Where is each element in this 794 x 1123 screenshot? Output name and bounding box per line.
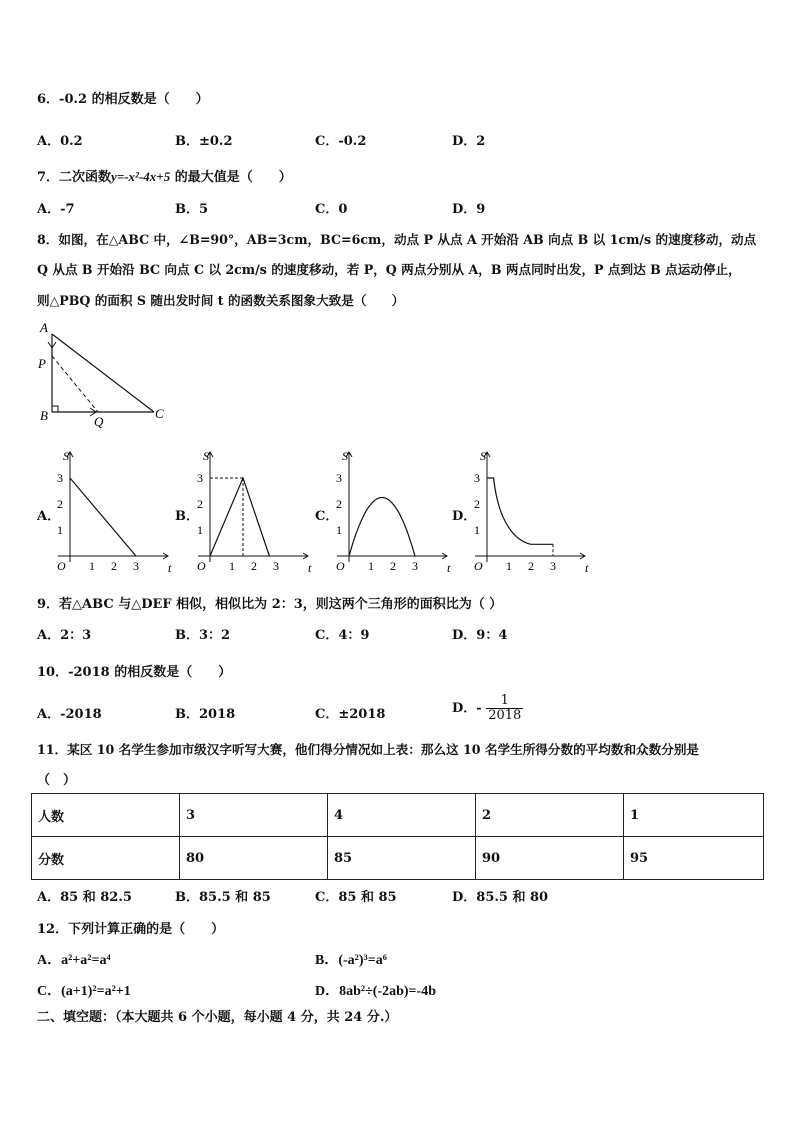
q10-option-c: C．±2018 bbox=[315, 707, 386, 722]
q8-line-1: 8．如图，在△ABC 中，∠B=90°，AB=3cm，BC=6cm，动点 P 从点 A 开始沿 AB 向点 B 以 1cm/s 的速度移动，动点 bbox=[37, 232, 757, 247]
y-tick-label: 1 bbox=[197, 523, 203, 537]
q11-option-b: B．85.5 和 85 bbox=[175, 890, 271, 905]
q8-line-3: 则△PBQ 的面积 S 随出发时间 t 的函数关系图象大致是（ ） bbox=[37, 293, 405, 308]
fraction-numerator: 1 bbox=[500, 693, 509, 708]
y-tick-label: 3 bbox=[57, 471, 63, 485]
y-tick-label: 1 bbox=[57, 523, 63, 537]
origin-label: O bbox=[336, 559, 345, 573]
q10-option-d bbox=[452, 694, 523, 723]
q12-option-b: B．(-a²)³=a⁶ bbox=[315, 953, 387, 968]
q10-fraction bbox=[486, 694, 523, 723]
graph-d bbox=[473, 444, 593, 578]
table-cell: 1 bbox=[624, 794, 764, 837]
label-p: P bbox=[38, 356, 46, 371]
y-tick-label: 3 bbox=[336, 471, 342, 485]
x-tick-label: 1 bbox=[89, 559, 95, 573]
q10-stem: 10．-2018 的相反数是（ ） bbox=[37, 665, 232, 680]
q9-stem: 9．若△ABC 与△DEF 相似，相似比为 2：3，则这两个三角形的面积比为（ ） bbox=[37, 597, 503, 612]
label-b: B bbox=[40, 408, 48, 423]
series-line bbox=[349, 498, 415, 557]
label-c: C bbox=[155, 406, 164, 421]
section-2-heading: 二、填空题：（本大题共 6 个小题，每小题 4 分，共 24 分.） bbox=[37, 1010, 398, 1025]
y-tick-label: 1 bbox=[474, 523, 480, 537]
q12-option-a: A．a²+a²=a⁴ bbox=[37, 953, 111, 968]
table-cell: 分数 bbox=[32, 837, 180, 880]
table-cell: 85 bbox=[328, 837, 476, 880]
q12-stem: 12．下列计算正确的是（ ） bbox=[37, 922, 225, 937]
q7-stem-pre: 7．二次函数 bbox=[37, 170, 112, 185]
x-tick-label: 2 bbox=[251, 559, 257, 573]
q7-expression: y=-x²-4x+5 bbox=[111, 169, 171, 184]
origin-label: O bbox=[197, 559, 206, 573]
q8-option-a-label: A． bbox=[37, 509, 61, 524]
q11-option-d: D．85.5 和 80 bbox=[452, 890, 549, 905]
y-tick-label: 2 bbox=[57, 497, 63, 511]
graph-a bbox=[56, 444, 176, 578]
x-axis-label: t bbox=[585, 561, 589, 575]
x-axis-label: t bbox=[308, 561, 312, 575]
y-axis-label: S bbox=[203, 449, 209, 463]
q10-option-a: A．-2018 bbox=[37, 707, 102, 722]
q11-option-c: C．85 和 85 bbox=[315, 890, 397, 905]
q9-option-b: B．3：2 bbox=[175, 628, 231, 643]
table-row bbox=[32, 837, 764, 880]
q9-option-a: A．2：3 bbox=[37, 628, 92, 643]
q7-option-d: D．9 bbox=[452, 202, 486, 217]
q8-option-c-label: C． bbox=[315, 509, 339, 524]
y-axis-label: S bbox=[63, 449, 69, 463]
q7-option-c: C．0 bbox=[315, 202, 348, 217]
q11-line-2: （ ） bbox=[37, 773, 77, 788]
q10-option-d-prefix: D．- bbox=[452, 701, 482, 716]
side-ac bbox=[52, 334, 154, 412]
triangle-figure bbox=[34, 320, 174, 430]
q7-option-b: B．5 bbox=[175, 202, 209, 217]
x-tick-label: 1 bbox=[229, 559, 235, 573]
q9-option-c: C．4：9 bbox=[315, 628, 370, 643]
q6-option-c: C．-0.2 bbox=[315, 134, 367, 149]
table-cell: 90 bbox=[476, 837, 624, 880]
q11-line-1: 11．某区 10 名学生参加市级汉字听写大赛，他们得分情况如上表：那么这 10 名学生所得分数的平均数和众数分别是 bbox=[37, 742, 700, 757]
q12-option-c: C．(a+1)²=a²+1 bbox=[37, 984, 131, 999]
origin-label: O bbox=[474, 559, 483, 573]
score-table bbox=[31, 793, 764, 880]
y-tick-label: 2 bbox=[336, 497, 342, 511]
q8-line-2: Q 从点 B 开始沿 BC 向点 C 以 2cm/s 的速度移动，若 P，Q 两点分别从 A，B 两点同时出发，P 点到达 B 点运动停止， bbox=[37, 262, 741, 277]
q6-option-a: A．0.2 bbox=[37, 134, 83, 149]
q9-option-d: D．9：4 bbox=[452, 628, 508, 643]
y-tick-label: 3 bbox=[474, 471, 480, 485]
x-tick-label: 3 bbox=[273, 559, 279, 573]
y-axis-label: S bbox=[342, 449, 348, 463]
q11-option-a: A．85 和 82.5 bbox=[37, 890, 132, 905]
y-tick-label: 1 bbox=[336, 523, 342, 537]
table-cell: 3 bbox=[180, 794, 328, 837]
x-tick-label: 1 bbox=[368, 559, 374, 573]
x-tick-label: 2 bbox=[528, 559, 534, 573]
y-tick-label: 2 bbox=[197, 497, 203, 511]
q12-option-d: D．8ab²÷(-2ab)=-4b bbox=[315, 984, 436, 999]
x-tick-label: 3 bbox=[550, 559, 556, 573]
x-tick-label: 1 bbox=[506, 559, 512, 573]
q6-option-d: D．2 bbox=[452, 134, 486, 149]
right-angle-mark bbox=[52, 406, 58, 412]
q8-option-b-label: B． bbox=[175, 509, 199, 524]
label-a: A bbox=[40, 320, 48, 335]
q6-stem: 6．-0.2 的相反数是（ ） bbox=[37, 92, 209, 107]
q7-stem bbox=[37, 166, 292, 185]
x-tick-label: 3 bbox=[412, 559, 418, 573]
table-cell: 人数 bbox=[32, 794, 180, 837]
table-cell: 2 bbox=[476, 794, 624, 837]
y-tick-label: 2 bbox=[474, 497, 480, 511]
y-axis-label: S bbox=[480, 449, 486, 463]
series-line bbox=[70, 478, 136, 556]
table-cell: 95 bbox=[624, 837, 764, 880]
q7-option-a: A．-7 bbox=[37, 202, 75, 217]
series-line bbox=[210, 478, 269, 556]
x-axis-label: t bbox=[168, 561, 172, 575]
table-row bbox=[32, 794, 764, 837]
q6-option-b: B．±0.2 bbox=[175, 134, 233, 149]
label-q: Q bbox=[94, 414, 104, 429]
q7-stem-post: 的最大值是（ ） bbox=[170, 170, 292, 185]
graph-b bbox=[196, 444, 316, 578]
origin-label: O bbox=[57, 559, 66, 573]
x-tick-label: 2 bbox=[111, 559, 117, 573]
q10-option-b: B．2018 bbox=[175, 707, 236, 722]
x-tick-label: 3 bbox=[133, 559, 139, 573]
table-cell: 4 bbox=[328, 794, 476, 837]
q8-option-d-label: D． bbox=[452, 509, 477, 524]
x-tick-label: 2 bbox=[390, 559, 396, 573]
x-axis-label: t bbox=[447, 561, 451, 575]
series-line bbox=[487, 478, 553, 544]
table-cell: 80 bbox=[180, 837, 328, 880]
graph-c bbox=[335, 444, 455, 578]
y-tick-label: 3 bbox=[197, 471, 203, 485]
fraction-denominator: 2018 bbox=[488, 708, 522, 723]
